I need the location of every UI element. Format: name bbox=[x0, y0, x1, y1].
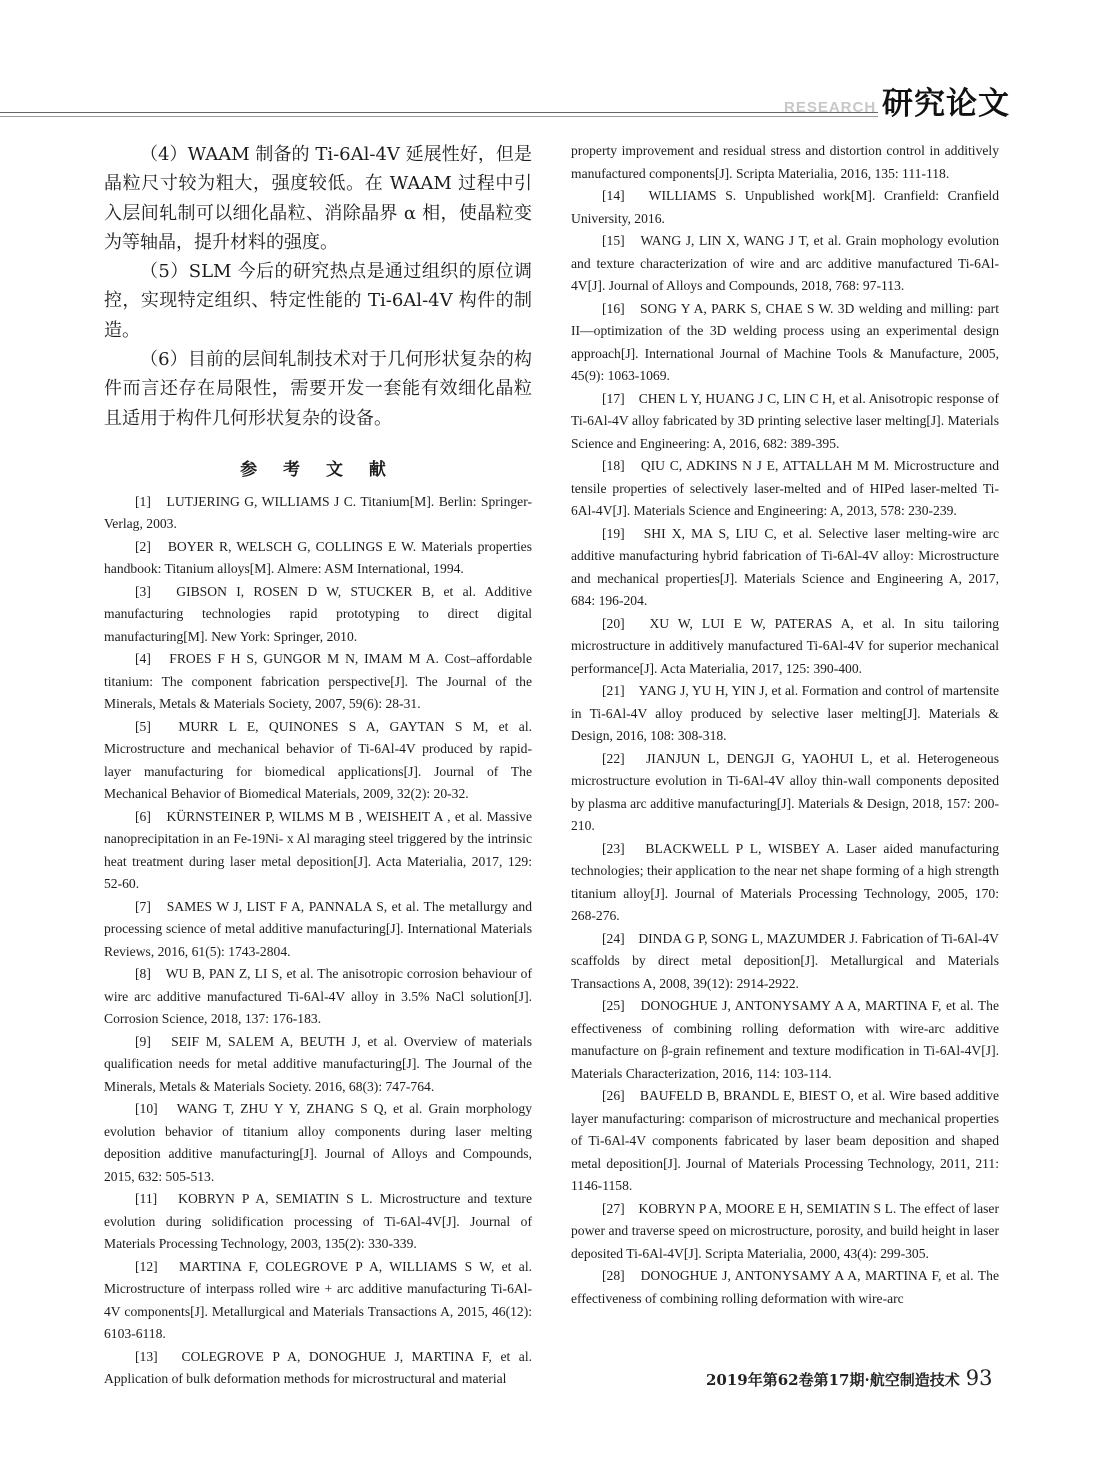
reference-item: [1] LUTJERING G, WILLIAMS J C. Titanium[M]. Berlin: Springer-Verlag, 2003. bbox=[104, 493, 532, 532]
conclusion-paragraph: （6）目前的层间轧制技术对于几何形状复杂的构件而言还存在局限性，需要开发一套能有效细化晶粒且适用于构件几何形状复杂的设备。 bbox=[104, 349, 532, 429]
conclusion-paragraph: （5）SLM 今后的研究热点是通过组织的原位调控，实现特定组织、特定性能的 Ti-6Al-4V 构件的制造。 bbox=[104, 261, 532, 341]
references-heading: 参 考 文 献 bbox=[240, 459, 396, 480]
reference-item: [17] CHEN L Y, HUANG J C, LIN C H, et al. Anisotropic response of Ti-6Al-4V alloy fabricated by 3D printing selective laser melting[J]. Materials Science and Engineering: A, 2016, 682: 389-395. bbox=[571, 390, 999, 451]
conclusion-paragraph: （4）WAAM 制备的 Ti-6Al-4V 延展性好，但是晶粒尺寸较为粗大，强度较低。在 WAAM 过程中引入层间轧制可以细化晶粒、消除晶界 α 相，使晶粒变为等轴晶，提升材料的强度。 bbox=[104, 144, 532, 253]
reference-item: [19] SHI X, MA S, LIU C, et al. Selective laser melting-wire arc additive manufacturing hybrid fabrication of Ti-6Al-4V alloy: Microstructure and mechanical properties[J]. Materials Science and Engineering A, 2017, 684: 196-204. bbox=[571, 525, 999, 608]
page-footer bbox=[706, 1366, 992, 1390]
reference-item: [5] MURR L E, QUINONES S A, GAYTAN S M, et al. Microstructure and mechanical behavior of Ti-6Al-4V produced by rapid-layer manufacturing for biomedical applications[J]. Journal of The Mechanical Behavior of Biomedical Materials, 2009, 32(2): 20-32. bbox=[104, 718, 532, 802]
page-number: 93 bbox=[965, 1366, 993, 1390]
reference-item: [27] KOBRYN P A, MOORE E H, SEMIATIN S L. The effect of laser power and traverse speed on microstructure, porosity, and build height in laser deposited Ti-6Al-4V[J]. Scripta Materialia, 2000, 43(4): 299-305. bbox=[571, 1200, 999, 1261]
reference-item: [8] WU B, PAN Z, LI S, et al. The anisotropic corrosion behaviour of wire arc additive manufactured Ti-6Al-4V alloy in 3.5% NaCl solution[J]. Corrosion Science, 2018, 137: 176-183. bbox=[104, 966, 532, 1027]
reference-item: [11] KOBRYN P A, SEMIATIN S L. Microstructure and texture evolution during solidification processing of Ti-6Al-4V[J]. Journal of Materials Processing Technology, 2003, 135(2): 330-339. bbox=[104, 1191, 532, 1252]
reference-item: [13] COLEGROVE P A, DONOGHUE J, MARTINA F, et al. Application of bulk deformation methods for microstructural and material bbox=[104, 1348, 532, 1387]
journal-issue: 2019年第62卷第17期·航空制造技术 bbox=[706, 1371, 960, 1389]
reference-item: [15] WANG J, LIN X, WANG J T, et al. Grain mophology evolution and texture characterization of wire and arc additive manufactured Ti-6Al-4V[J]. Journal of Alloys and Compounds, 2018, 768: 97-113. bbox=[571, 233, 999, 293]
reference-item: [9] SEIF M, SALEM A, BEUTH J, et al. Overview of materials qualification needs for metal additive manufacturing[J]. The Journal of the Minerals, Metals & Materials Society. 2016, 68(3): 747-764. bbox=[104, 1033, 532, 1094]
reference-item: [16] SONG Y A, PARK S, CHAE S W. 3D welding and milling: part II—optimization of the 3D welding process using an experimental design approach[J]. International Journal of Machine Tools & Manufacture, 2005, 45(9): 1063-1069. bbox=[571, 300, 999, 383]
reference-item: [14] WILLIAMS S. Unpublished work[M]. Cranfield: Cranfield University, 2016. bbox=[571, 188, 999, 226]
reference-item: [3] GIBSON I, ROSEN D W, STUCKER B, et al. Additive manufacturing technologies rapid prototyping to direct digital manufacturing[M]. New York: Springer, 2010. bbox=[104, 583, 532, 644]
reference-item: [22] JIANJUN L, DENGJI G, YAOHUI L, et al. Heterogeneous microstructure evolution in Ti-6Al-4V alloy thin-wall components deposited by plasma arc additive manufacturing[J]. Materials & Design, 2018, 157: 200-210. bbox=[571, 750, 999, 833]
right-column bbox=[571, 140, 999, 1310]
reference-item: [23] BLACKWELL P L, WISBEY A. Laser aided manufacturing technologies; their application to the near net shape forming of a high strength titanium alloy[J]. Journal of Materials Processing Technology, 2005, 170: 268-276. bbox=[571, 840, 999, 923]
reference-item: [18] QIU C, ADKINS N J E, ATTALLAH M M. Microstructure and tensile properties of selectively laser-melted and of HIPed laser-melted Ti-6Al-4V[J]. Materials Science and Engineering: A, 2013, 578: 230-239. bbox=[571, 458, 999, 518]
reference-item: [12] MARTINA F, COLEGROVE P A, WILLIAMS S W, et al. Microstructure of interpass rolled wire + arc additive manufacturing Ti-6Al-4V components[J]. Metallurgical and Materials Transactions A, 2015, 46(12): 6103-6118. bbox=[104, 1258, 532, 1342]
header-rule-secondary bbox=[0, 116, 1000, 117]
header-section-en: RESEARCH bbox=[784, 99, 877, 116]
reference-item: [6] KÜRNSTEINER P, WILMS M B , WEISHEIT A , et al. Massive nanoprecipitation in an Fe-19Ni- x Al maraging steel triggered by the intrinsic heat treatment during laser metal deposition[J]. Acta Materialia, 2017, 129: 52-60. bbox=[104, 808, 532, 892]
reference-item: [10] WANG T, ZHU Y Y, ZHANG S Q, et al. Grain morphology evolution behavior of titanium alloy components during laser melting deposition additive manufacturing[J]. Journal of Alloys and Compounds, 2015, 632: 505-513. bbox=[104, 1101, 532, 1184]
reference-item: [2] BOYER R, WELSCH G, COLLINGS E W. Materials properties handbook: Titanium alloys[M]. Almere: ASM International, 1994. bbox=[104, 538, 532, 577]
reference-item: [7] SAMES W J, LIST F A, PANNALA S, et al. The metallurgy and processing science of metal additive manufacturing[J]. International Materials Reviews, 2016, 61(5): 1743-2804. bbox=[104, 898, 532, 959]
reference-item: [28] DONOGHUE J, ANTONYSAMY A A, MARTINA F, et al. The effectiveness of combining rolling deformation with wire-arc bbox=[571, 1268, 999, 1306]
reference-item: [4] FROES F H S, GUNGOR M N, IMAM M A. Cost–affordable titanium: The component fabrication perspective[J]. The Journal of the Minerals, Metals & Materials Society, 2007, 59(6): 28-31. bbox=[104, 651, 532, 712]
reference-item-continued: property improvement and residual stress and distortion control in additively manufactured components[J]. Scripta Materialia, 2016, 135: 111-118. bbox=[571, 143, 999, 181]
reference-item: [20] XU W, LUI E W, PATERAS A, et al. In situ tailoring microstructure in additively manufactured Ti-6Al-4V for superior mechanical performance[J]. Acta Materialia, 2017, 125: 390-400. bbox=[571, 615, 999, 676]
reference-item: [26] BAUFELD B, BRANDL E, BIEST O, et al. Wire based additive layer manufacturing: comparison of microstructure and mechanical properties of Ti-6Al-4V components fabricated by laser beam deposition and shaped metal deposition[J]. Journal of Materials Processing Technology, 2011, 211: 1146-1158. bbox=[571, 1088, 999, 1193]
left-column bbox=[104, 140, 532, 1391]
reference-item: [25] DONOGHUE J, ANTONYSAMY A A, MARTINA F, et al. The effectiveness of combining rolling deformation with wire-arc additive manufacture on β-grain refinement and texture modification in Ti-6Al-4V[J]. Materials Characterization, 2016, 114: 103-114. bbox=[571, 998, 999, 1081]
reference-item: [21] YANG J, YU H, YIN J, et al. Formation and control of martensite in Ti-6Al-4V alloy produced by selective laser melting[J]. Materials & Design, 2016, 108: 308-318. bbox=[571, 683, 999, 743]
reference-item: [24] DINDA G P, SONG L, MAZUMDER J. Fabrication of Ti-6Al-4V scaffolds by direct metal deposition[J]. Metallurgical and Materials Transactions A, 2008, 39(12): 2914-2922. bbox=[571, 930, 999, 991]
header-section-cn: 研究论文 bbox=[878, 78, 1014, 123]
